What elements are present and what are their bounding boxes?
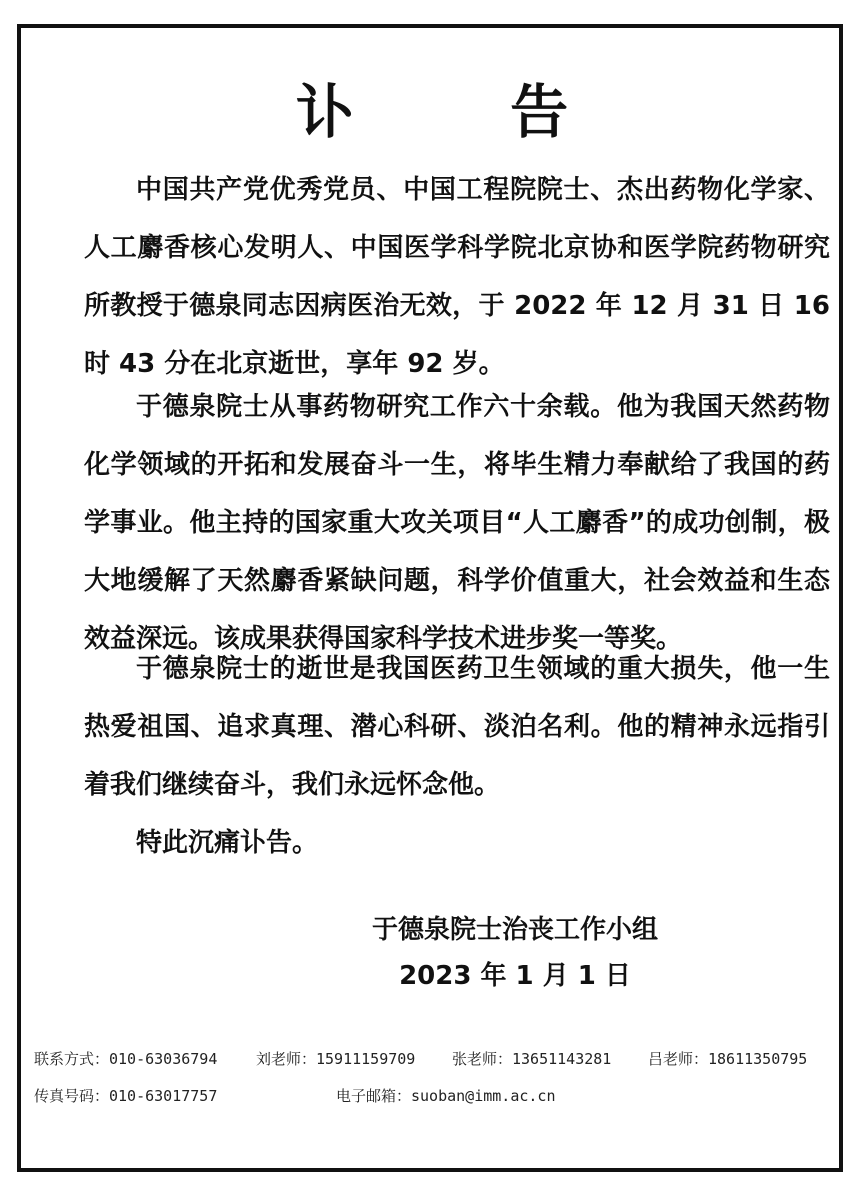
paragraph-tribute: 于德泉院士的逝世是我国医药卫生领域的重大损失，他一生热爱祖国、追求真理、潜心科研、淡泊名利。他的精神永远指引着我们继续奋斗，我们永远怀念他。 — [84, 654, 830, 800]
paragraph-announcement: 中国共产党优秀党员、中国工程院院士、杰出药物化学家、人工麝香核心发明人、中国医学科学院北京协和医学院药物研究所教授于德泉同志因病医治无效，于 2022 年 12 月 31 日 16 时 43 分在北京逝世，享年 92 岁。 — [84, 175, 830, 379]
contact-liu: 刘老师：15911159709 — [256, 1050, 416, 1068]
contact-zhang: 张老师：13651143281 — [452, 1050, 612, 1068]
paragraph-achievements: 于德泉院士从事药物研究工作六十余载。他为我国天然药物化学领域的开拓和发展奋斗一生，将毕生精力奉献给了我国的药学事业。他主持的国家重大攻关项目“人工麝香”的成功创制，极大地缓解了天然麝香紧缺问题，科学价值重大，社会效益和生态效益深远。该成果获得国家科学技术进步奖一等奖。 — [84, 392, 830, 654]
contact-email: 电子邮箱：suoban@imm.ac.cn — [336, 1087, 556, 1105]
page-title: 讣 告 — [295, 78, 637, 146]
contact-phone: 联系方式：010-63036794 — [34, 1050, 218, 1068]
signature-organization: 于德泉院士治丧工作小组 — [371, 915, 658, 945]
contact-fax: 传真号码：010-63017757 — [34, 1087, 218, 1105]
paragraph-closing: 特此沉痛讣告。 — [136, 828, 319, 858]
signature-date: 2023 年 1 月 1 日 — [399, 961, 631, 991]
contact-lv: 吕老师：18611350795 — [648, 1050, 808, 1068]
